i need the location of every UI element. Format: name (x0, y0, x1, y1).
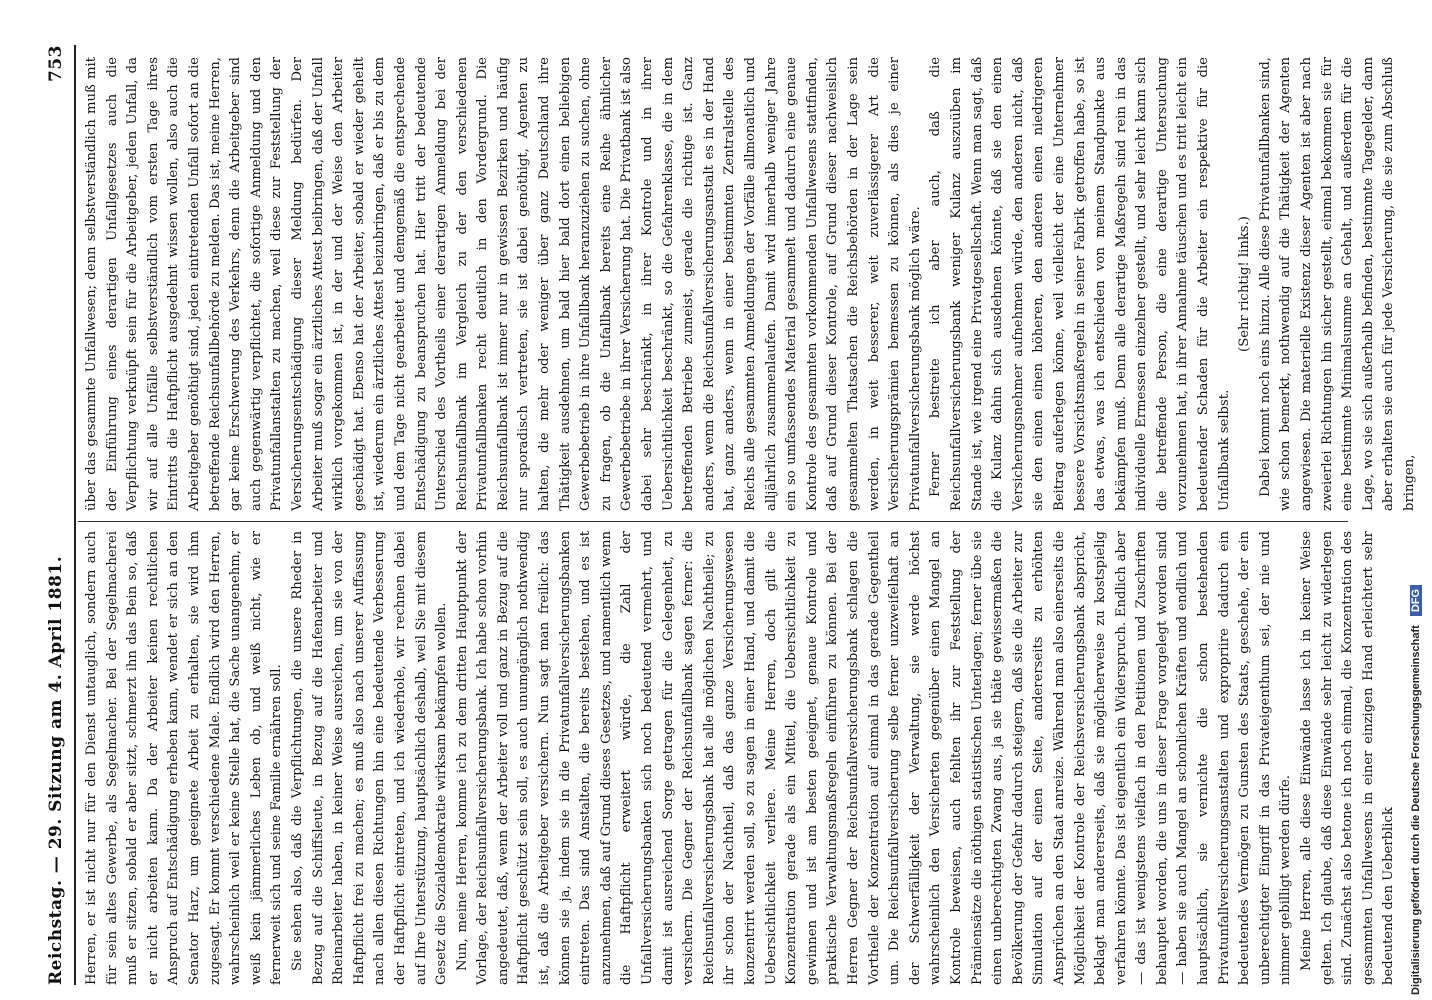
paragraph: Herren, er ist nicht nur für den Dienst untauglich, sondern auch für sein altes Gewerbe, als Segelmacher. Bei der Segelmacherei muß er sitzen, sobald er aber sitzt, schmerzt ihn das Bein so, daß er nicht arbeiten kann. Da der Arbeiter keinen rechtlichen Anspruch auf Entschädigung erheben kann, wendet er sich an den Senator Harz, um geeignete Arbeit zu erhalten, sie wird ihm zugesagt. Er kommt verschiedene Male. Endlich wird den Herren, wahrscheinlich weil er keine Stelle hat, die Sache unangenehm, er weiß kein jämmerliches Leben ob, und weiß nicht, wie er fernerweit sich und seine Familie ernähren soll. (84, 531, 285, 985)
paragraph: über das gesammte Unfallwesen; denn selbstverständlich muß mit der Einführung eines derartigen Unfallgesetzes auch die Verpflichtung verknüpft sein für die Arbeitgeber, jeden Unfall, da wir auf alle Unfälle selbstverständlich vom ersten Tage ihres Eintritts die Haftpflicht ausgedehnt wissen wollen, also auch die Arbeitgeber genöthigt sind, jeden eintretenden Unfall sofort an die betreffende Reichsunfallbehörde zu melden. Das ist, meine Herren, gar keine Erschwerung des Verkehrs, denn die Arbeitgeber sind auch gegenwärtig verpflichtet, die sofortige Anmeldung und den Privatunfallanstalten zu machen, weil diese zur Feststellung der Versicherungsentschädigung dieser Meldung bedürfen. Der Arbeiter muß sogar ein ärztliches Attest beibringen, daß der Unfall wirklich vorgekommen ist, in der und der Weise den Arbeiter geschädigt hat. Ebenso hat der Arbeiter, sobald er wieder geheilt ist, wiederum ein ärztliches Attest beizubringen, daß er bis zu dem und dem Tage nicht gearbeitet und demgemäß die entsprechende Entschädigung zu beanspruchen hat. Hier tritt der bedeutende Unterschied des Vortheils einer derartigen Anmeldung bei der Reichsunfallbank im Vergleich zu der den verschiedenen Privatunfallbanken recht deutlich in den Vordergrund. Die Reichsunfallbank ist immer nur in gewissen Bezirken und häufig nur sporadisch vertreten, sie ist dabei genöthigt, Agenten zu halten, die mehr oder weniger über ganz Deutschland ihre Thätigkeit ausdehnen, um bald hier bald dort einen beliebigen Gewerbebetrieb in ihre Unfallbank heranzuziehen zu suchen, ohne zu fragen, ob die Unfallbank bereits eine Reihe ähnlicher Gewerbebetriebe in ihrer Versicherung hat. Die Privatbank ist also dabei sehr beschränkt, in ihrer Kontrole und in ihrer Uebersichtlichkeit beschränkt, so die Gefahrenklasse, die in dem betreffenden Betriebe zumeist, gerade die richtige ist. Ganz anders, wenn die Reichsunfallversicherungsanstalt es in der Hand hat, ganz anders, wenn in einer bestimmten Zentralstelle des Reichs alle gesammten Anmeldungen der Vorfälle allmonatlich und alljährlich zusammenlaufen. Damit wird innerhalb weniger Jahre ein so umfassendes Material gesammelt und dadurch eine genaue Kontrole des gesammten vorkommenden Unfallwesens stattfinden, daß auf Grund dieser Kontrole, auf Grund dieser nachweislich gesammelten Thatsachen die Reichsbehörden in der Lage sein werden, in weit besserer, weit zuverlässigerer Art die Versicherungsprämien bemessen zu können, als dies je einer Privatunfallversicherungsbank möglich wäre. (84, 57, 923, 511)
digitization-credit (1410, 15, 1428, 995)
page-header (40, 45, 74, 985)
column-divider (78, 521, 1348, 522)
text-column-right (82, 57, 1417, 511)
dfg-logo: DFG (1410, 585, 1422, 616)
text-column-left (82, 531, 1397, 985)
header-rule (74, 45, 76, 985)
paragraph: Ferner bestreite ich aber auch, daß die Reichsunfallversicherungsbank weniger Kulanz auszuüben im Stande ist, wie irgend eine Privatgesellschaft. Wenn man sagt, daß die Kulanz dahin sich ausdehnen könnte, daß sie den einen Versicherungsnehmer aufnehmen würde, den anderen nicht, daß sie den einen einen höheren, den anderen einen niedrigeren Beitrag auferlegen könne, weil vielleicht der eine Unternehmer bessere Vorsichtsmaßregeln in seiner Fabrik getroffen habe, so ist das etwas, was ich entschieden von meinem Standpunkte aus bekämpfen muß. Denn alle derartige Maßregeln sind rein in das individuelle Ermessen einzelner gestellt, und sehr leicht kann sich die betreffende Person, die eine derartige Untersuchung vorzunehmen hat, in ihrer Annahme täuschen und es tritt leicht ein bedeutender Schaden für die Arbeiter ein respektive für die Unfallbank selbst. (928, 57, 1232, 511)
running-head: Reichstag. — 29. Sitzung am 4. April 1881. (46, 555, 66, 985)
paragraph: Sie sehen also, daß die Verpflichtungen, die unsere Rheder in Bezug auf die Schiffsleute, in Bezug auf die Hafenarbeiter und Rheinarbeiter haben, in keiner Weise ausreichen, um sie von der Haftpflicht frei zu machen; es muß also nach unserer Auffassung nach allen diesen Richtungen hin eine bedeutende Verbesserung der Haftpflicht eintreten, und ich wiederhole, wir rechnen dabei auf Ihre Unterstützung, hauptsächlich deshalb, weil Sie mit diesem Gesetz die Sozialdemokratie wirksam bekämpfen wollen. (289, 531, 450, 985)
credit-text: Digitalisierung gefördert durch die Deutsche Forschungsgemeinschaft (1410, 625, 1422, 995)
page-number: 753 (46, 45, 66, 82)
paragraph: Meine Herren, alle diese Einwände lasse ich in keiner Weise gelten. Ich glaube, daß diese Einwände sehr leicht zu widerlegen sind. Zunächst also betone ich noch einmal, die Konzentration des gesammten Unfallwesens in einer einzigen Hand erleichtert sehr bedeutend den Ueberblick (1299, 531, 1397, 985)
interjection: (Sehr richtig! links.) (1237, 216, 1253, 352)
paragraph: Dabei kommt noch eins hinzu. Alle diese Privatunfallbanken sind, wie schon bemerkt, nothwendig auf die Thätigkeit der Agenten angewiesen. Die materielle Existenz dieser Agenten ist aber nach zweierlei Richtungen hin sicher gestellt, einmal bekommen sie für eine bestimmte Minimalsumme an Gehalt, und außerdem für die Lage, wo sie sich außerhalb befinden, bestimmte Tagegelder, dann aber erhalten sie auch für jede Versicherung, die sie zum Abschluß bringen, (1257, 57, 1417, 511)
paragraph: Nun, meine Herren, komme ich zu dem dritten Hauptpunkt der Vorlage, der Reichsunfallversicherungsbank. Ich habe schon vorhin angedeutet, daß, wenn der Arbeiter voll und ganz in Bezug auf die Haftpflicht geschützt sein soll, es auch unumgänglich nothwendig ist, daß die Arbeitgeber versichern. Nun sagt man freilich: das können sie ja, indem sie in die Privatunfallversicherungsbanken eintreten. Das sind Anstalten, die bereits bestehen, und es ist anzunehmen, daß auf Grund dieses Gesetzes, und namentlich wenn die Haftpflicht erweitert würde, die Zahl der Unfallversicherungsbanken sich noch bedeutend vermehrt, und damit ist ausreichend Sorge getragen für die Gelegenheit, zu versichern. Die Gegner der Reichsunfallbank sagen ferner: die Reichsunfallversicherungsbank hat alle möglichen Nachtheile; zu ihr schon der Nachtheil, daß das ganze Versicherungswesen konzentrirt werden soll, so zu sagen in einer Hand, und damit die Uebersichtlichkeit verliere. Meine Herren, doch gilt die Konzentration gerade als ein Mittel, die Uebersichtlichkeit zu gewinnen und ist am besten geeignet, genaue Kontrole und praktische Verwaltungsmaßregeln einführen zu können. Bei der Herren Gegner der Reichsunfallversicherungsbank schlagen die Vortheile der Konzentration auf einmal in das gerade Gegentheil um. Die Reichsunfallversicherung selbe ferner unzweifelhaft an der Schwerfälligkeit der Verwaltung, sie werde höchst wahrscheinlich den Versicherten gegenüber einen Mangel an Kontrole beweisen, auch fehlten ihr zur Feststellung der Prämiensätze die nöthigen statistischen Unterlagen; ferner übe sie einen unberechtigten Zwang aus, ja sie thäte gewissermaßen die Bevölkerung der Gefahr dadurch steigern, daß sie die Arbeiter zur Simulation auf der einen Seite, andererseits zu erhöhten Ansprüchen an den Staat anreize. Während man also einerseits die Möglichkeit der Kontrole der Reichsversicherungsbank abspricht, beklagt man andererseits, daß sie möglicherweise zu kostspielig verfahren könnte. Das ist eigentlich ein Widerspruch. Endlich aber — das ist wenigstens vielfach in den Petitionen und Zuschriften behauptet worden, die uns in dieser Frage vorgelegt worden sind — haben sie auch Mangel an schonlichen Kräften und endlich und hauptsächlich, sie vernichte die schon bestehenden Privatunfallversicherungsanstalten und expropriire dadurch ein bedeutendes Vermögen zu Gunsten des Staats, geschehe, der ein unberechtigter Eingriff in das Privateigenthum sei, der nie und nimmer gebilligt werden dürfe. (454, 531, 1294, 985)
